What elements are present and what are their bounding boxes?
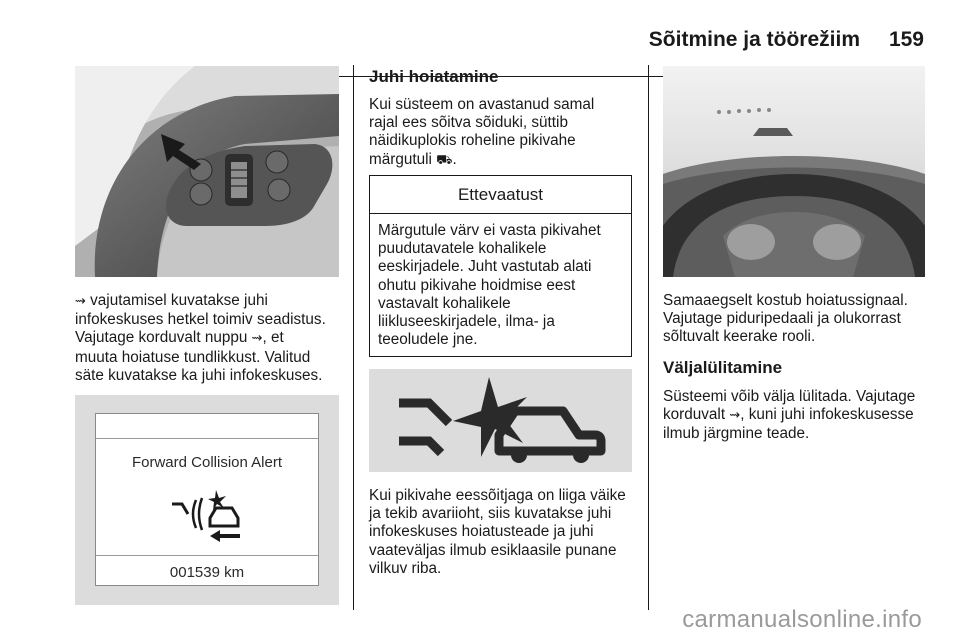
odometer-readout: 001539 km <box>169 564 245 581</box>
dic-display-illustration <box>75 395 339 605</box>
following-distance-icon: ⇝ <box>75 294 86 309</box>
chapter-title: Sõitmine ja töörežiim <box>648 28 860 51</box>
section-heading: Väljalülitamine <box>663 358 783 377</box>
following-distance-icon: ⇝ <box>729 408 741 424</box>
display-screen <box>95 413 319 586</box>
middle-paragraph-2: Kui pikivahe eessõitjaga on liiga väike ja tekib avariioht, siis kuvatakse juhi infokeskuses hoiatusteade ja juhi vaateväljas ilmub esiklaasile punane vilkuv riba. <box>369 487 626 577</box>
right-paragraph-2: Süsteemi võib välja lülitada. Vajutage korduvalt ⇝, kuni juhi infokeskusesse ilmub järgmine teade. <box>663 388 916 443</box>
page-number: 159 <box>888 28 924 51</box>
column-divider <box>648 65 649 610</box>
collision-warning-illustration <box>369 369 632 472</box>
windshield-hud-illustration <box>663 66 925 277</box>
right-paragraph: Samaaegselt kostub hoiatussignaal. Vajutage piduripedaali ja olukorrast sõltuvalt keerake rooli. <box>663 292 908 346</box>
column-divider <box>353 65 354 610</box>
forward-collision-alert-icon <box>168 482 252 546</box>
middle-paragraph: Kui süsteem on avastanud samal rajal ees sõitva sõiduki, süttib näidikuplokis roheline pikivahe märgutuli ⛟. <box>369 96 595 168</box>
left-paragraph: ⇝ vajutamisel kuvatakse juhi infokeskuses hetkel toimiv seadistus. Vajutage korduvalt nuppu ⇝, et muuta hoiatuse tundlikkust. Valitud säte kuvatakse ka juhi infokeskuses. <box>75 292 326 384</box>
vehicle-ahead-icon: ⛟ <box>436 152 453 168</box>
following-distance-icon: ⇝ <box>251 331 263 347</box>
caution-box <box>369 175 632 357</box>
section-heading: Juhi hoiatamine <box>369 67 499 86</box>
steering-wheel-illustration <box>75 66 339 277</box>
caution-text: Märgutule värv ei vasta pikivahet puudutavatele kohalikele eeskirjadele. Juht vastutab alati ohutu pikivahe hoidmise eest vastavalt kohalikele liikluseeskirjadele, ilma- ja teeoludele jne. <box>378 222 601 349</box>
page-header <box>0 28 960 58</box>
display-title: Forward Collision Alert <box>131 454 283 471</box>
caution-title: Ettevaatust <box>370 176 631 214</box>
watermark: carmanualsonline.info <box>682 606 922 633</box>
